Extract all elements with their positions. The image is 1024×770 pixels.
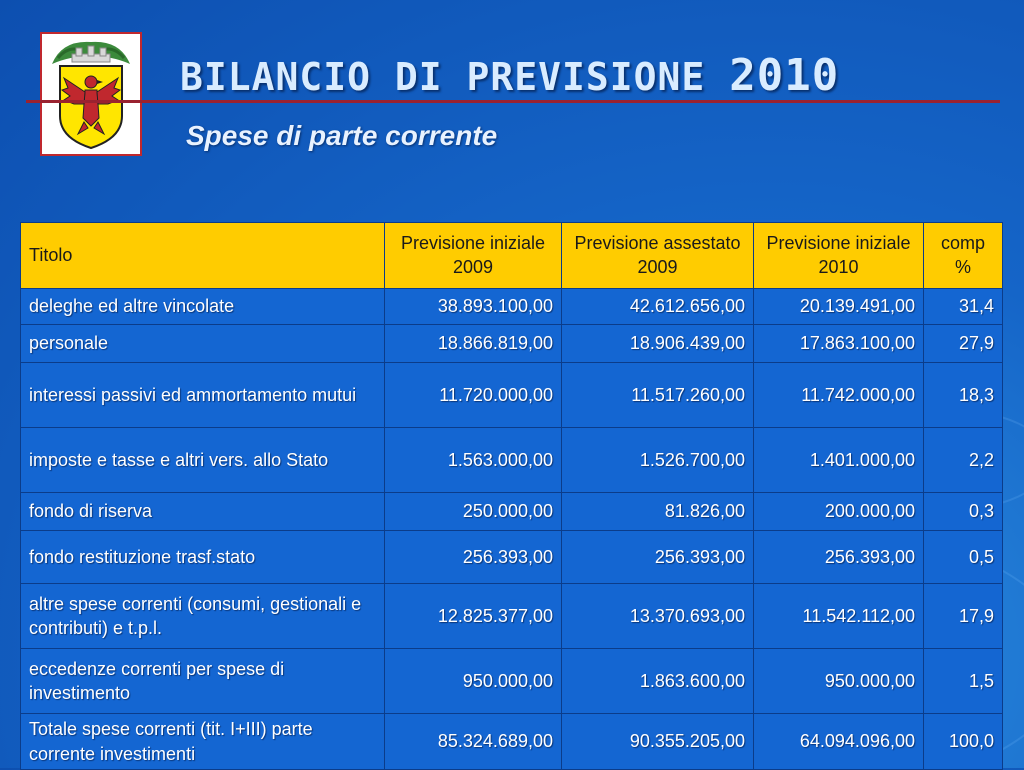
cell-assest-2009: 81.826,00 — [562, 493, 754, 531]
cell-prev-2010: 17.863.100,00 — [754, 325, 924, 363]
cell-prev-2010: 200.000,00 — [754, 493, 924, 531]
table-row — [21, 584, 1003, 649]
cell-titolo: personale — [21, 325, 385, 363]
cell-prev-2009: 18.866.819,00 — [385, 325, 562, 363]
cell-titolo: fondo di riserva — [21, 493, 385, 531]
cell-assest-2009: 256.393,00 — [562, 531, 754, 584]
cell-prev-2010: 1.401.000,00 — [754, 428, 924, 493]
cell-prev-2009: 85.324.689,00 — [385, 714, 562, 770]
cell-prev-2010: 64.094.096,00 — [754, 714, 924, 770]
cell-comp: 0,3 — [924, 493, 1003, 531]
budget-table — [20, 222, 1003, 770]
table-row — [21, 325, 1003, 363]
cell-prev-2009: 1.563.000,00 — [385, 428, 562, 493]
column-header-titolo: Titolo — [21, 223, 385, 289]
cell-assest-2009: 11.517.260,00 — [562, 363, 754, 428]
cell-prev-2010: 20.139.491,00 — [754, 289, 924, 325]
cell-titolo: fondo restituzione trasf.stato — [21, 531, 385, 584]
column-header-prev-2009: Previsione iniziale 2009 — [385, 223, 562, 289]
table-row — [21, 493, 1003, 531]
cell-assest-2009: 90.355.205,00 — [562, 714, 754, 770]
column-header-comp: comp % — [924, 223, 1003, 289]
cell-prev-2010: 256.393,00 — [754, 531, 924, 584]
cell-prev-2009: 12.825.377,00 — [385, 584, 562, 649]
cell-comp: 0,5 — [924, 531, 1003, 584]
table-row — [21, 649, 1003, 714]
page-title — [180, 50, 839, 101]
cell-comp: 1,5 — [924, 649, 1003, 714]
cell-comp: 27,9 — [924, 325, 1003, 363]
cell-comp: 100,0 — [924, 714, 1003, 770]
table-header-row — [21, 223, 1003, 289]
coat-of-arms-eagle-icon — [42, 34, 140, 154]
cell-comp: 31,4 — [924, 289, 1003, 325]
title-main: BILANCIO DI PREVISIONE — [180, 55, 706, 99]
table-row — [21, 289, 1003, 325]
cell-titolo: interessi passivi ed ammortamento mutui — [21, 363, 385, 428]
cell-assest-2009: 1.863.600,00 — [562, 649, 754, 714]
cell-titolo: imposte e tasse e altri vers. allo Stato — [21, 428, 385, 493]
table-row — [21, 531, 1003, 584]
cell-prev-2009: 250.000,00 — [385, 493, 562, 531]
cell-prev-2010: 11.542.112,00 — [754, 584, 924, 649]
cell-titolo: deleghe ed altre vincolate — [21, 289, 385, 325]
cell-prev-2009: 950.000,00 — [385, 649, 562, 714]
cell-prev-2009: 11.720.000,00 — [385, 363, 562, 428]
column-header-prev-2010: Previsione iniziale 2010 — [754, 223, 924, 289]
cell-prev-2010: 950.000,00 — [754, 649, 924, 714]
cell-assest-2009: 1.526.700,00 — [562, 428, 754, 493]
cell-comp: 17,9 — [924, 584, 1003, 649]
cell-prev-2009: 38.893.100,00 — [385, 289, 562, 325]
cell-assest-2009: 13.370.693,00 — [562, 584, 754, 649]
title-year: 2010 — [729, 50, 840, 101]
column-header-assest-2009: Previsione assestato 2009 — [562, 223, 754, 289]
cell-titolo: eccedenze correnti per spese di investimento — [21, 649, 385, 714]
table-row — [21, 428, 1003, 493]
cell-prev-2010: 11.742.000,00 — [754, 363, 924, 428]
cell-titolo: Totale spese correnti (tit. I+III) parte corrente investimenti — [21, 714, 385, 770]
cell-assest-2009: 18.906.439,00 — [562, 325, 754, 363]
cell-comp: 18,3 — [924, 363, 1003, 428]
cell-assest-2009: 42.612.656,00 — [562, 289, 754, 325]
cell-titolo: altre spese correnti (consumi, gestionali e contributi) e t.p.l. — [21, 584, 385, 649]
page-subtitle: Spese di parte corrente — [186, 120, 498, 151]
table-row — [21, 363, 1003, 428]
coat-of-arms-logo — [40, 32, 142, 156]
cell-comp: 2,2 — [924, 428, 1003, 493]
cell-prev-2009: 256.393,00 — [385, 531, 562, 584]
table-row-total — [21, 714, 1003, 770]
